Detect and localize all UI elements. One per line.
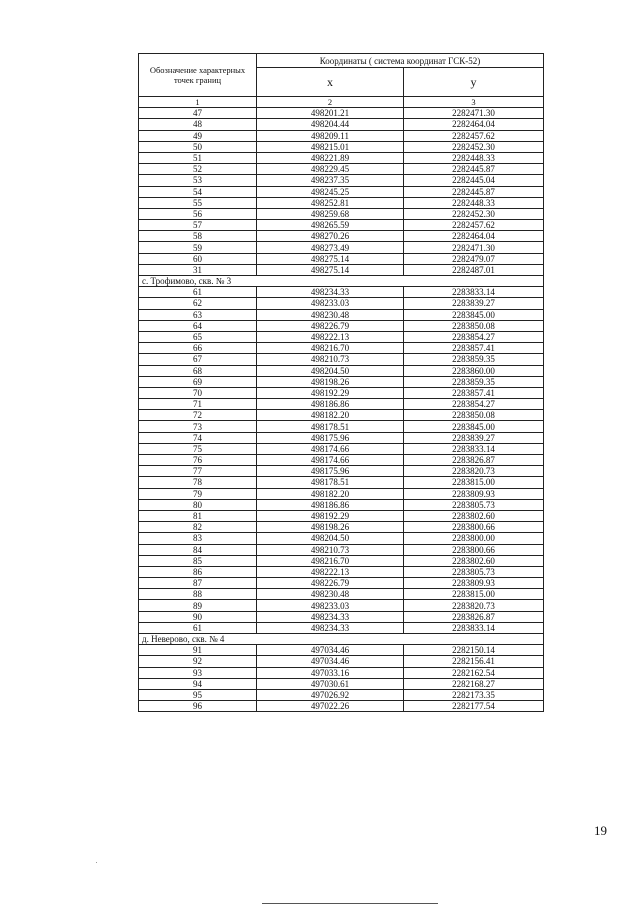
table-row [139,343,544,354]
y-coordinate-cell: 2283859.35 [404,376,544,387]
point-id-cell: 86 [139,566,257,577]
point-id-cell: 71 [139,399,257,410]
y-coordinate-cell: 2283860.00 [404,365,544,376]
y-coordinate-cell: 2282150.14 [404,645,544,656]
table-row [139,298,544,309]
y-coordinate-cell: 2283802.60 [404,510,544,521]
point-id-cell: 60 [139,253,257,264]
x-coordinate-cell: 498252.81 [257,197,404,208]
y-coordinate-cell: 2283833.14 [404,287,544,298]
table-row [139,533,544,544]
table-row [139,622,544,633]
table-row [139,287,544,298]
table-row [139,354,544,365]
section-header-row [139,634,544,645]
x-coordinate-cell: 498175.96 [257,432,404,443]
table-row [139,645,544,656]
point-id-cell: 80 [139,499,257,510]
table-row [139,108,544,119]
table-row [139,365,544,376]
point-id-cell: 69 [139,376,257,387]
x-axis-header: x [257,68,404,97]
point-id-cell: 52 [139,164,257,175]
table-row [139,320,544,331]
table-row [139,242,544,253]
y-coordinate-cell: 2282452.30 [404,208,544,219]
point-id-cell: 91 [139,645,257,656]
y-coordinate-cell: 2282445.87 [404,164,544,175]
x-coordinate-cell: 498201.21 [257,108,404,119]
table-row [139,130,544,141]
point-id-cell: 81 [139,510,257,521]
page-number: 19 [594,823,607,838]
table-row [139,220,544,231]
y-coordinate-cell: 2282457.62 [404,220,544,231]
point-id-cell: 93 [139,667,257,678]
y-coordinate-cell: 2283800.66 [404,544,544,555]
y-coordinate-cell: 2283809.93 [404,578,544,589]
x-coordinate-cell: 498175.96 [257,466,404,477]
section-header-row [139,276,544,287]
y-coordinate-cell: 2283820.73 [404,600,544,611]
x-coordinate-cell: 498234.33 [257,611,404,622]
x-coordinate-cell: 497034.46 [257,645,404,656]
x-coordinate-cell: 498198.26 [257,376,404,387]
x-coordinate-cell: 498233.03 [257,600,404,611]
point-id-cell: 84 [139,544,257,555]
x-coordinate-cell: 498233.03 [257,298,404,309]
x-coordinate-cell: 498270.26 [257,231,404,242]
y-coordinate-cell: 2283833.14 [404,443,544,454]
x-coordinate-cell: 498226.79 [257,578,404,589]
y-coordinate-cell: 2283800.00 [404,533,544,544]
y-coordinate-cell: 2283850.08 [404,410,544,421]
x-coordinate-cell: 498234.33 [257,287,404,298]
point-id-cell: 49 [139,130,257,141]
point-id-cell: 48 [139,119,257,130]
x-coordinate-cell: 498209.11 [257,130,404,141]
designation-header: Обозначение характерных точек границ [139,54,257,97]
y-coordinate-cell: 2283845.00 [404,309,544,320]
margin-mark [96,862,97,863]
point-id-cell: 51 [139,152,257,163]
point-id-cell: 96 [139,701,257,712]
table-body [139,108,544,712]
point-id-cell: 64 [139,320,257,331]
y-coordinate-cell: 2283815.00 [404,477,544,488]
point-id-cell: 61 [139,622,257,633]
table-row [139,175,544,186]
point-id-cell: 76 [139,455,257,466]
point-id-cell: 47 [139,108,257,119]
x-coordinate-cell: 498210.73 [257,354,404,365]
y-coordinate-cell: 2282479.07 [404,253,544,264]
table-row [139,578,544,589]
point-id-cell: 68 [139,365,257,376]
y-axis-header: y [404,68,544,97]
section-title: д. Неверово, скв. № 4 [139,634,544,645]
column-number-3: 3 [404,97,544,108]
point-id-cell: 95 [139,689,257,700]
point-id-cell: 75 [139,443,257,454]
table-row [139,678,544,689]
y-coordinate-cell: 2283854.27 [404,399,544,410]
table-row [139,141,544,152]
table-row [139,611,544,622]
y-coordinate-cell: 2283805.73 [404,499,544,510]
y-coordinate-cell: 2282457.62 [404,130,544,141]
table-row [139,600,544,611]
point-id-cell: 74 [139,432,257,443]
y-coordinate-cell: 2283800.66 [404,522,544,533]
y-coordinate-cell: 2282162.54 [404,667,544,678]
x-coordinate-cell: 498182.20 [257,488,404,499]
point-id-cell: 61 [139,287,257,298]
point-id-cell: 55 [139,197,257,208]
point-id-cell: 31 [139,264,257,275]
table-row [139,689,544,700]
x-coordinate-cell: 498204.44 [257,119,404,130]
x-coordinate-cell: 498178.51 [257,477,404,488]
point-id-cell: 62 [139,298,257,309]
table-row [139,387,544,398]
y-coordinate-cell: 2283839.27 [404,432,544,443]
table-row [139,477,544,488]
table-row [139,466,544,477]
x-coordinate-cell: 498216.70 [257,555,404,566]
column-number-1: 1 [139,97,257,108]
x-coordinate-cell: 498230.48 [257,309,404,320]
table-row [139,264,544,275]
table-row [139,488,544,499]
x-coordinate-cell: 498204.50 [257,533,404,544]
point-id-cell: 85 [139,555,257,566]
point-id-cell: 57 [139,220,257,231]
y-coordinate-cell: 2283857.41 [404,343,544,354]
point-id-cell: 87 [139,578,257,589]
table-row [139,331,544,342]
x-coordinate-cell: 498234.33 [257,622,404,633]
table-row [139,253,544,264]
y-coordinate-cell: 2283854.27 [404,331,544,342]
point-id-cell: 50 [139,141,257,152]
point-id-cell: 90 [139,611,257,622]
x-coordinate-cell: 498210.73 [257,544,404,555]
point-id-cell: 58 [139,231,257,242]
table-row [139,410,544,421]
table-row [139,186,544,197]
x-coordinate-cell: 498198.26 [257,522,404,533]
x-coordinate-cell: 497034.46 [257,656,404,667]
x-coordinate-cell: 498237.35 [257,175,404,186]
y-coordinate-cell: 2282156.41 [404,656,544,667]
y-coordinate-cell: 2283859.35 [404,354,544,365]
table-row [139,510,544,521]
table-row [139,701,544,712]
y-coordinate-cell: 2282464.04 [404,119,544,130]
coordinates-table [138,53,544,712]
point-id-cell: 92 [139,656,257,667]
x-coordinate-cell: 497022.26 [257,701,404,712]
table-row [139,667,544,678]
point-id-cell: 77 [139,466,257,477]
y-coordinate-cell: 2282487.01 [404,264,544,275]
y-coordinate-cell: 2283826.87 [404,455,544,466]
x-coordinate-cell: 498178.51 [257,421,404,432]
x-coordinate-cell: 498216.70 [257,343,404,354]
x-coordinate-cell: 498192.29 [257,387,404,398]
y-coordinate-cell: 2282448.33 [404,152,544,163]
table-row [139,208,544,219]
point-id-cell: 70 [139,387,257,398]
y-coordinate-cell: 2283857.41 [404,387,544,398]
y-coordinate-cell: 2283815.00 [404,589,544,600]
x-coordinate-cell: 498259.68 [257,208,404,219]
x-coordinate-cell: 498245.25 [257,186,404,197]
point-id-cell: 65 [139,331,257,342]
column-number-row [139,97,544,108]
coordinates-header: Координаты ( система координат ГСК-52) [257,54,544,68]
table-row [139,197,544,208]
x-coordinate-cell: 497033.16 [257,667,404,678]
y-coordinate-cell: 2283839.27 [404,298,544,309]
x-coordinate-cell: 498230.48 [257,589,404,600]
x-coordinate-cell: 498186.86 [257,499,404,510]
y-coordinate-cell: 2282177.54 [404,701,544,712]
point-id-cell: 67 [139,354,257,365]
x-coordinate-cell: 498222.13 [257,331,404,342]
point-id-cell: 59 [139,242,257,253]
footer-line [262,903,438,904]
point-id-cell: 83 [139,533,257,544]
point-id-cell: 54 [139,186,257,197]
x-coordinate-cell: 498215.01 [257,141,404,152]
y-coordinate-cell: 2282445.87 [404,186,544,197]
table-row [139,231,544,242]
x-coordinate-cell: 497030.61 [257,678,404,689]
y-coordinate-cell: 2283802.60 [404,555,544,566]
x-coordinate-cell: 498275.14 [257,253,404,264]
table-row [139,566,544,577]
x-coordinate-cell: 498222.13 [257,566,404,577]
y-coordinate-cell: 2282471.30 [404,108,544,119]
y-coordinate-cell: 2283820.73 [404,466,544,477]
table-row [139,555,544,566]
y-coordinate-cell: 2282448.33 [404,197,544,208]
y-coordinate-cell: 2283826.87 [404,611,544,622]
x-coordinate-cell: 498229.45 [257,164,404,175]
table-row [139,421,544,432]
table-row [139,432,544,443]
y-coordinate-cell: 2282445.04 [404,175,544,186]
point-id-cell: 73 [139,421,257,432]
table-row [139,376,544,387]
x-coordinate-cell: 498192.29 [257,510,404,521]
point-id-cell: 82 [139,522,257,533]
x-coordinate-cell: 498182.20 [257,410,404,421]
table-row [139,589,544,600]
point-id-cell: 79 [139,488,257,499]
table-row [139,544,544,555]
x-coordinate-cell: 498265.59 [257,220,404,231]
point-id-cell: 56 [139,208,257,219]
point-id-cell: 88 [139,589,257,600]
table-row [139,656,544,667]
y-coordinate-cell: 2282471.30 [404,242,544,253]
y-coordinate-cell: 2282168.27 [404,678,544,689]
table-row [139,152,544,163]
x-coordinate-cell: 498273.49 [257,242,404,253]
coordinates-document [138,53,543,712]
point-id-cell: 53 [139,175,257,186]
x-coordinate-cell: 498221.89 [257,152,404,163]
point-id-cell: 94 [139,678,257,689]
table-row [139,522,544,533]
y-coordinate-cell: 2283850.08 [404,320,544,331]
point-id-cell: 72 [139,410,257,421]
y-coordinate-cell: 2282173.35 [404,689,544,700]
table-row [139,499,544,510]
table-row [139,443,544,454]
point-id-cell: 78 [139,477,257,488]
y-coordinate-cell: 2282452.30 [404,141,544,152]
x-coordinate-cell: 497026.92 [257,689,404,700]
x-coordinate-cell: 498204.50 [257,365,404,376]
x-coordinate-cell: 498226.79 [257,320,404,331]
point-id-cell: 66 [139,343,257,354]
x-coordinate-cell: 498174.66 [257,443,404,454]
column-number-2: 2 [257,97,404,108]
x-coordinate-cell: 498186.86 [257,399,404,410]
table-row [139,399,544,410]
table-row [139,455,544,466]
x-coordinate-cell: 498275.14 [257,264,404,275]
section-title: с. Трофимово, скв. № 3 [139,276,544,287]
x-coordinate-cell: 498174.66 [257,455,404,466]
header-row [139,54,544,68]
table-row [139,309,544,320]
point-id-cell: 89 [139,600,257,611]
y-coordinate-cell: 2283809.93 [404,488,544,499]
y-coordinate-cell: 2283845.00 [404,421,544,432]
table-row [139,119,544,130]
point-id-cell: 63 [139,309,257,320]
y-coordinate-cell: 2282464.04 [404,231,544,242]
table-row [139,164,544,175]
y-coordinate-cell: 2283805.73 [404,566,544,577]
y-coordinate-cell: 2283833.14 [404,622,544,633]
